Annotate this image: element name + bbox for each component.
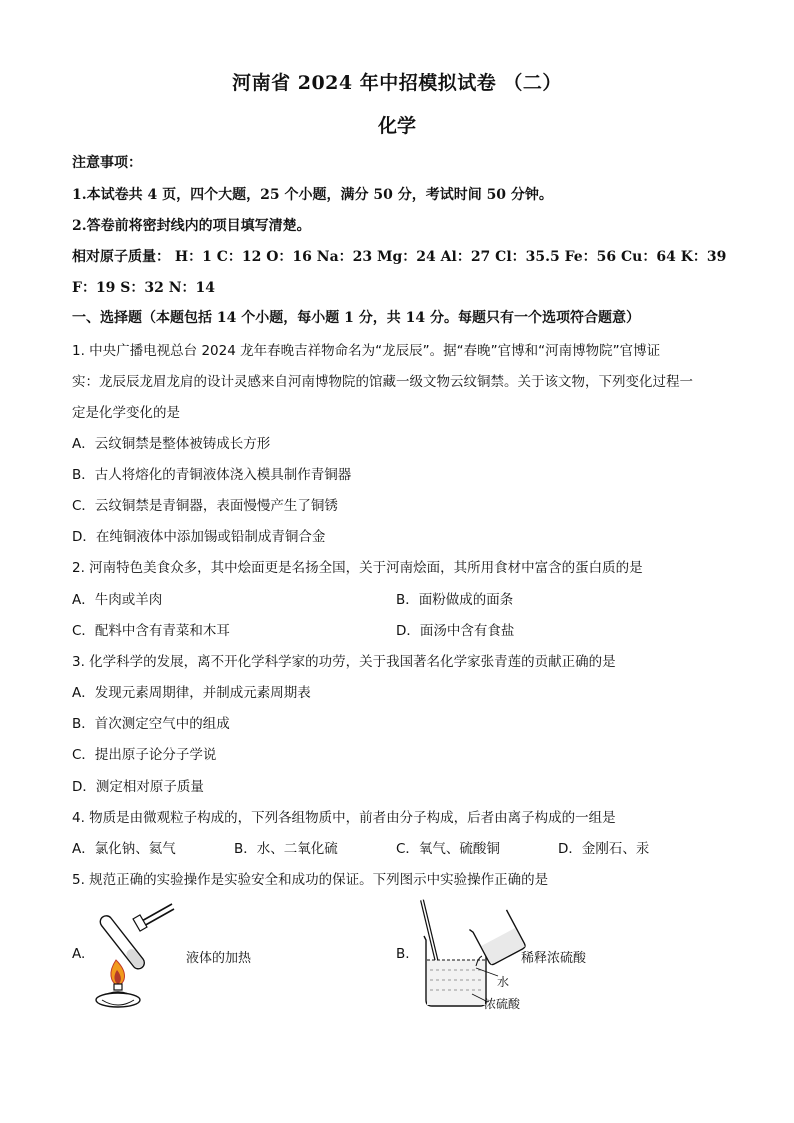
exam-title: 河南省 2024 年中招模拟试卷 （二） [232,72,562,94]
atomic-mass-line-2: F：19 S：32 N：14 [72,280,216,296]
q1-option-b[interactable]: B．古人将熔化的青铜液体浇入模具制作青铜器 [72,467,352,483]
q3-option-a[interactable]: A．发现元素周期律，并制成元素周期表 [72,685,311,701]
subject-title: 化学 [377,115,416,137]
q1-option-d[interactable]: D．在纯铜液体中添加锡或铅制成青铜合金 [72,529,326,545]
water-label: 水 [497,975,510,989]
q1-stem-line-2: 实：龙辰辰龙眉龙肩的设计灵感来自河南博物院的馆藏一级文物云纹铜禁。关于该文物，下列变化过程一 [72,374,693,390]
q5-option-b-letter[interactable]: B. [396,946,410,962]
section-1-heading: 一、选择题（本题包括 14 个小题，每小题 1 分，共 14 分。每题只有一个选项符合题意） [72,310,640,326]
notes-heading: 注意事项： [72,155,142,171]
q2-option-a[interactable]: A．牛肉或羊肉 [72,592,163,608]
q3-stem: 3. 化学科学的发展，离不开化学科学家的功劳，关于我国著名化学家张青莲的贡献正确的是 [72,654,616,670]
q5-option-a-letter[interactable]: A. [72,946,86,962]
q2-option-d[interactable]: D．面汤中含有食盐 [396,623,515,639]
q2-stem: 2. 河南特色美食众多，其中烩面更是名扬全国，关于河南烩面，其所用食材中富含的蛋白质的是 [72,560,643,576]
q3-option-b[interactable]: B．首次测定空气中的组成 [72,716,230,732]
q4-option-d[interactable]: D．金刚石、汞 [558,841,650,857]
atomic-mass-line-1: 相对原子质量： H：1 C：12 O：16 Na：23 Mg：24 Al：27 Cl：35.5 Fe：56 Cu：64 K：39 [72,249,727,265]
concentrated-acid-label: 浓硫酸 [484,997,521,1011]
q5-stem: 5. 规范正确的实验操作是实验安全和成功的保证。下列图示中实验操作正确的是 [72,872,549,888]
q3-option-d[interactable]: D．测定相对原子质量 [72,779,204,795]
q4-stem: 4. 物质是由微观粒子构成的，下列各组物质中，前者由分子构成，后者由离子构成的一组是 [72,810,616,826]
q4-option-a[interactable]: A．氯化钠、氦气 [72,841,176,857]
notes-item-2: 2.答卷前将密封线内的项目填写清楚。 [72,218,311,234]
q1-stem-line-3: 定是化学变化的是 [72,405,180,421]
q5-option-b-caption: 稀释浓硫酸 [521,951,587,966]
liquid-heating-figure[interactable] [88,898,188,1010]
q2-option-b[interactable]: B．面粉做成的面条 [396,592,514,608]
q2-option-c[interactable]: C．配料中含有青菜和木耳 [72,623,230,639]
q3-option-c[interactable]: C．提出原子论分子学说 [72,747,217,763]
q4-option-c[interactable]: C．氧气、硫酸铜 [396,841,500,857]
notes-item-1: 1.本试卷共 4 页，四个大题，25 个小题，满分 50 分，考试时间 50 分钟。 [72,187,553,203]
q5-option-a-caption: 液体的加热 [186,951,252,966]
q4-option-b[interactable]: B．水、二氧化硫 [234,841,338,857]
q1-option-a[interactable]: A．云纹铜禁是整体被铸成长方形 [72,436,271,452]
q1-option-c[interactable]: C．云纹铜禁是青铜器，表面慢慢产生了铜锈 [72,498,338,514]
q1-stem-line-1: 1. 中央广播电视总台 2024 龙年春晚吉祥物命名为“龙辰辰”。据“春晚”官博和“河南博物院”官博证 [72,343,661,359]
